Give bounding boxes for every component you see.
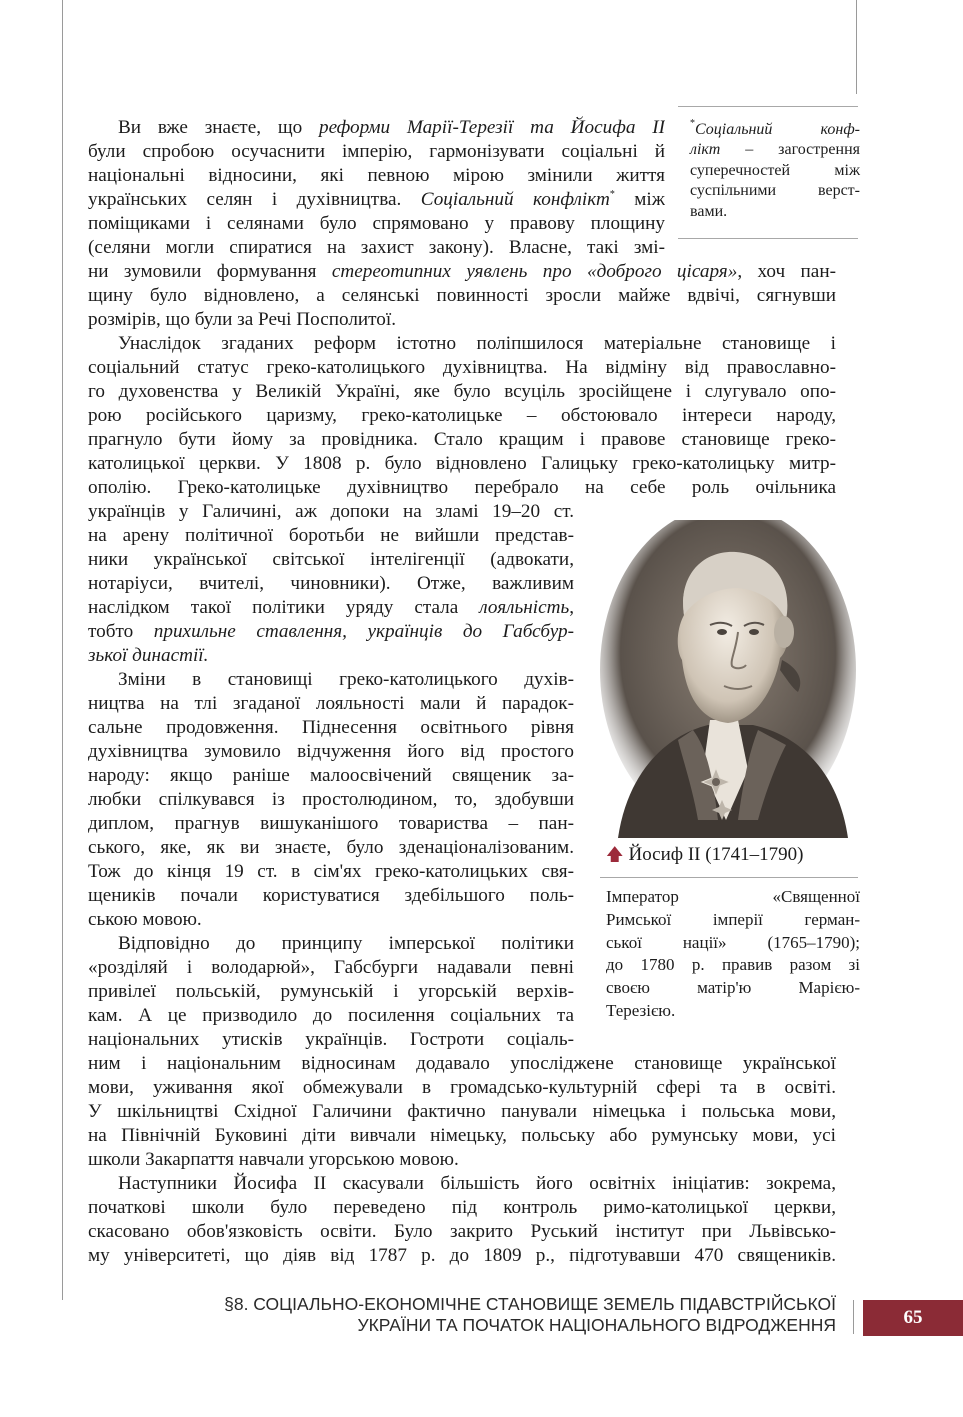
text-line: українських селян і духівництва. Соціальний конфлікт* між <box>88 189 665 210</box>
text-line: «розділяй і володарюй», Габсбурги надавали певні <box>88 957 574 978</box>
text-line: початкові школи було переведено під контроль римо-католицької церкви, <box>88 1197 836 1218</box>
text-line: Унаслідок згаданих реформ істотно поліпшилося матеріальне становище і <box>118 333 836 354</box>
text-line: національних утисків українців. Гостроти соціаль- <box>88 1029 574 1050</box>
sidenote-rule-top <box>678 106 858 107</box>
text-line: народу: якщо раніше малоосвічений священик за- <box>88 765 574 786</box>
page-frame-left <box>62 0 63 1300</box>
text-line: Тож до кінця 19 ст. в сім'ях греко-католицьких свя- <box>88 861 574 882</box>
text-line: Зміни в становищі греко-католицького духів- <box>118 669 574 690</box>
text-line: У шкільництві Східної Галичини фактично панували німецька і польська мови, <box>88 1101 836 1122</box>
text-line: ською мовою. <box>88 909 202 930</box>
text-line: му університеті, що діяв від 1787 р. до 1809 р., підготувавши 470 священиків. <box>88 1245 836 1266</box>
text-line: щину було відновлено, а селянські повинності зросли майже вдвічі, сягнувши <box>88 285 836 306</box>
text-line: тобто прихильне ставлення, українців до Габсбур- <box>88 621 574 642</box>
text-line: були спробою осучаснити імперію, гармонізувати соціальні й <box>88 141 665 162</box>
text-line: кам. А це призводило до посилення соціальних та <box>88 1005 574 1026</box>
text-line: го духовенства у Великій Україні, яке було всуціль зросійщене і слугувало опо- <box>88 381 836 402</box>
text-line: мови, уживання якої обмежували в громадсько-культурній сфері та в освіті. <box>88 1077 836 1098</box>
text-line: ники української світської інтелігенції (адвокати, <box>88 549 574 570</box>
text-line: Ви вже знаєте, що реформи Марії-Терезії та Йосифа II <box>118 117 665 138</box>
figure-title: 🡅 Йосиф II (1741–1790) <box>606 844 804 865</box>
text-line: наслідком такої політики уряду стала лояльність, <box>88 597 574 618</box>
figure-caption: Імператор «Священної Римської імперії герман- ської нації» (1765–1790); до 1780 р. правив разом зі своєю матір'ю Марією- Терезією. <box>606 887 860 1020</box>
text-line: на арену політичної боротьби не вийшли представ- <box>88 525 574 546</box>
text-line: зької династії. <box>88 645 209 666</box>
text-line: ського, яке, як ви знаєте, було зденаціоналізованим. <box>88 837 574 858</box>
text-line: національні відносини, які певною мірою змінили життя <box>88 165 665 186</box>
text-line: диплом, прагнув вишуканішого товариства – пан- <box>88 813 574 834</box>
text-line: Відповідно до принципу імперської політики <box>118 933 574 954</box>
page-frame-right <box>856 0 857 94</box>
text-line: прагнуло бути йому за провідника. Стало кращим і правове становище греко- <box>88 429 836 450</box>
text-line: ництва на тлі згаданої лояльності мали й парадок- <box>88 693 574 714</box>
text-line: поміщиками і селянами було спрямовано у правову площину <box>88 213 665 234</box>
sidenote-rule-bottom <box>678 238 858 239</box>
text-line: ополію. Греко-католицьке духівництво перебрало на себе роль очільника <box>88 477 836 498</box>
footer-divider <box>853 1300 854 1334</box>
text-line: українців у Галичині, аж допоки на зламі 19–20 ст. <box>88 501 574 522</box>
text-line: школи Закарпаття навчали угорською мовою. <box>88 1149 459 1170</box>
caption-rule <box>600 877 858 878</box>
page-number: 65 <box>863 1300 963 1336</box>
portrait-image <box>598 520 858 838</box>
text-line: нотаріуси, вчителі, чиновники). Отже, важливим <box>88 573 574 594</box>
text-line: щеників почали користуватися здебільшого поль- <box>88 885 574 906</box>
text-line: любки спілкувався із простолюдином, то, здобувши <box>88 789 574 810</box>
text-line: (селяни могли спиратися на захист закону). Власне, такі змі- <box>88 237 665 258</box>
text-line: католицької церкви. У 1808 р. було відновлено Галицьку греко-католицьку митр- <box>88 453 836 474</box>
running-footer-title: §8. СОЦІАЛЬНО-ЕКОНОМІЧНЕ СТАНОВИЩЕ ЗЕМЕЛЬ ПІДАВСТРІЙСЬКОЇ УКРАЇНИ ТА ПОЧАТОК НАЦІОНАЛЬНОГО ВІДРОДЖЕННЯ <box>224 1294 836 1335</box>
arrow-up-icon: 🡅 <box>606 845 624 865</box>
text-line: сальне продовження. Піднесення освітнього рівня <box>88 717 574 738</box>
text-line: ни зумовили формування стереотипних уявлень про «доброго цісаря», хоч пан- <box>88 261 836 282</box>
text-line: духівництва зумовило відчуження його від простого <box>88 741 574 762</box>
text-line: скасовано обов'язковість освіти. Було закрито Руський інститут при Львівсько- <box>88 1221 836 1242</box>
sidenote-definition: *Соціальний конф- лікт – загострення суперечностей між суспільними верст- вами. <box>690 118 860 220</box>
text-line: Наступники Йосифа II скасували більшість його освітніх ініціатив: зокрема, <box>118 1173 836 1194</box>
text-line: привілеї польській, румунській і угорській верхів- <box>88 981 574 1002</box>
text-line: ним і національним відносинам додавало упосліджене становище української <box>88 1053 836 1074</box>
text-line: розмірів, що були за Речі Посполитої. <box>88 309 397 330</box>
text-line: соціальний статус греко-католицького духівництва. На відміну від православно- <box>88 357 836 378</box>
text-line: на Північній Буковині діти вивчали німецьку, польську або румунську мови, усі <box>88 1125 836 1146</box>
text-line: рою російського царизму, греко-католицьке – обстоювало інтереси народу, <box>88 405 836 426</box>
